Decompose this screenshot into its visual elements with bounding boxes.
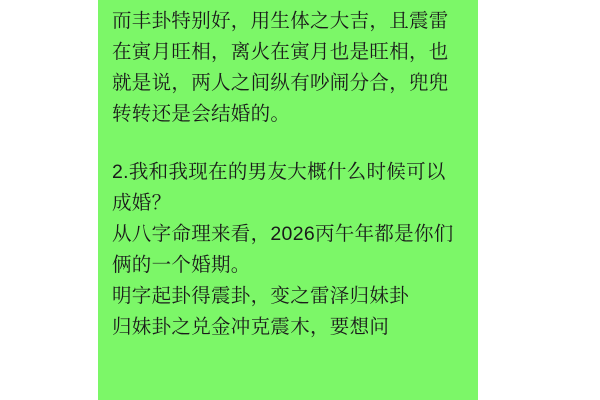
paragraph-spacer	[112, 130, 464, 157]
right-margin	[478, 0, 600, 400]
paragraph-2: 2.我和我现在的男友大概什么时候可以成婚？	[112, 161, 446, 214]
paragraph-4: 明字起卦得震卦，变之雷泽归妹卦	[112, 285, 410, 307]
paragraph-5: 归妹卦之兑金冲克震木，要想问	[112, 316, 390, 338]
paragraph-1: 而丰卦特别好，用生体之大吉，且震雷在寅月旺相，离火在寅月也是旺相，也就是说，两人之间纵有吵闹分合，兜兜转转还是会结婚的。	[112, 10, 449, 125]
paragraph-3: 从八字命理来看，2026丙午年都是你们俩的一个婚期。	[112, 223, 454, 276]
text-content-panel	[98, 0, 478, 400]
left-margin	[0, 0, 98, 400]
